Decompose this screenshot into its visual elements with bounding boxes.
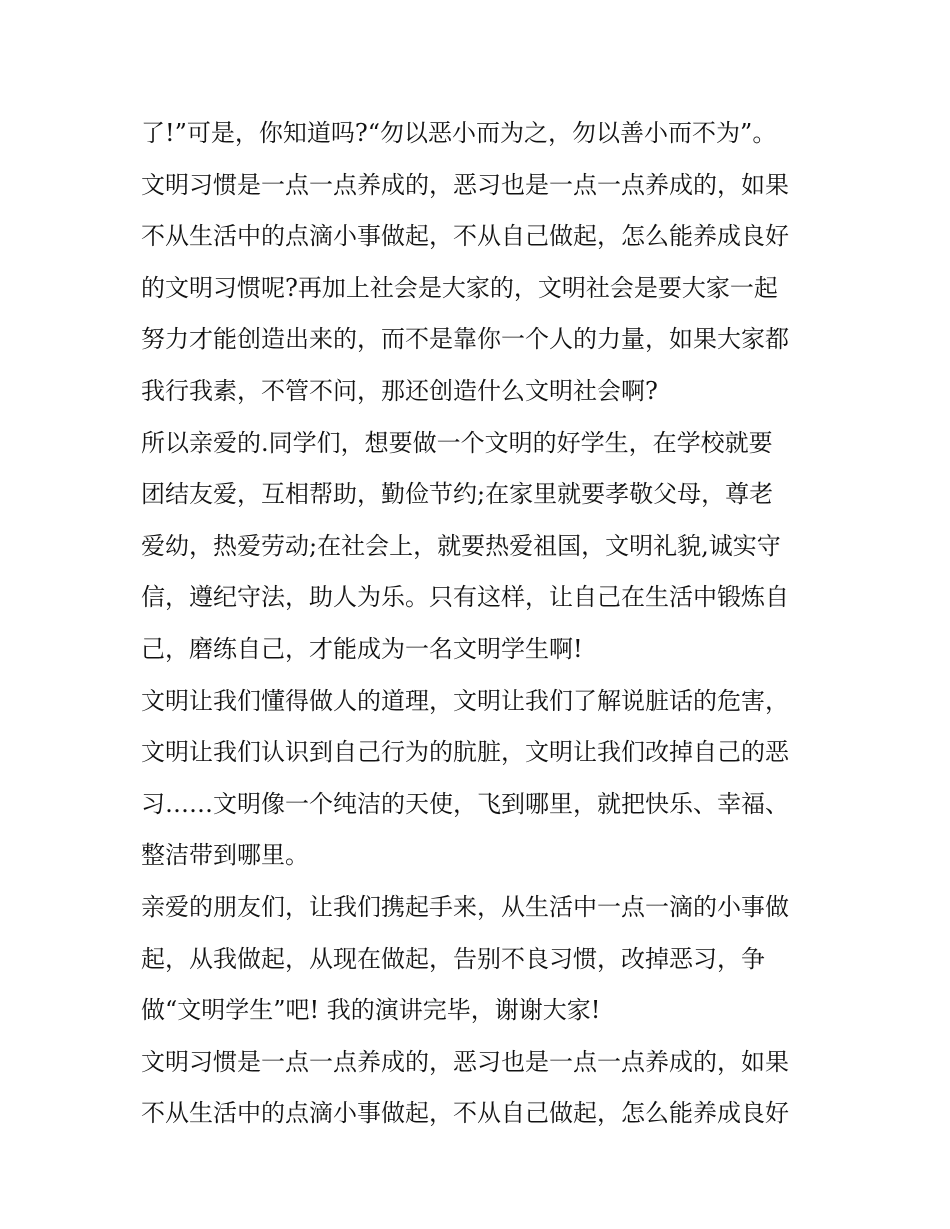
text-line: 整洁带到哪里。 (141, 841, 309, 870)
text-line: 信，遵纪守法，助人为乐。只有这样，让自己在生活中锻炼自 (141, 583, 789, 612)
text-line: 所以亲爱的.同学们，想要做一个文明的好学生，在学校就要 (141, 428, 773, 457)
text-line: 不从生活中的点滴小事做起，不从自己做起，怎么能养成良好 (141, 222, 789, 251)
text-line: 文明习惯是一点一点养成的，恶习也是一点一点养成的，如果 (141, 170, 789, 199)
text-line: 己，磨练自己，才能成为一名文明学生啊! (141, 634, 583, 663)
text-line: 文明习惯是一点一点养成的，恶习也是一点一点养成的，如果 (141, 1047, 789, 1076)
text-line: 的文明习惯呢?再加上社会是大家的，文明社会是要大家一起 (141, 273, 778, 302)
text-line: 做“文明学生”吧! 我的演讲完毕，谢谢大家! (141, 996, 601, 1025)
text-line: 文明让我们认识到自己行为的肮脏，文明让我们改掉自己的恶 (141, 738, 789, 767)
text-line: 了!”可是，你知道吗?“勿以恶小而为之，勿以善小而不为”。 (141, 119, 777, 147)
text-line: 亲爱的朋友们，让我们携起手来，从生活中一点一滴的小事做 (141, 892, 789, 921)
text-line: 习……文明像一个纯洁的天使，飞到哪里，就把快乐、幸福、 (141, 789, 789, 818)
text-line: 不从生活中的点滴小事做起，不从自己做起，怎么能养成良好 (141, 1099, 789, 1128)
text-line: 团结友爱，互相帮助，勤俭节约;在家里就要孝敬父母，尊老 (141, 480, 774, 509)
text-line: 我行我素，不管不问，那还创造什么文明社会啊? (141, 376, 658, 405)
text-line: 起，从我做起，从现在做起，告别不良习惯，改掉恶习，争 (141, 944, 765, 973)
text-line: 文明让我们懂得做人的道理，文明让我们了解说脏话的危害， (141, 686, 789, 715)
text-line: 爱幼，热爱劳动;在社会上，就要热爱祖国，文明礼貌,诚实守 (141, 531, 781, 560)
body-text (141, 108, 831, 1140)
text-line: 努力才能创造出来的，而不是靠你一个人的力量，如果大家都 (141, 325, 789, 354)
